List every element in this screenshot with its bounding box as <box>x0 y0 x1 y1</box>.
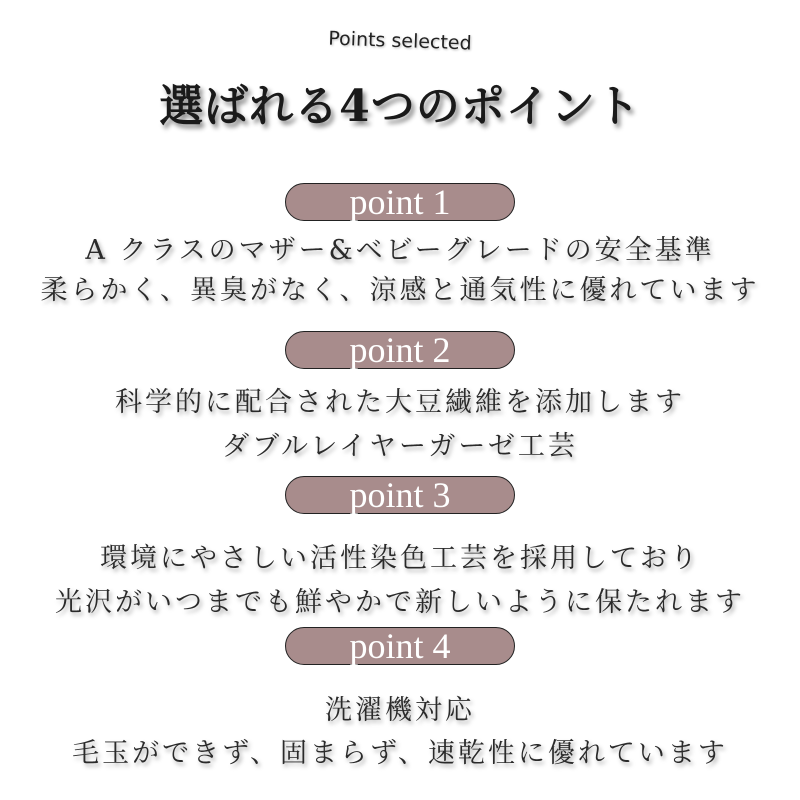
point-3-line-2: 光沢がいつまでも鮮やかで新しいように保たれます <box>55 587 745 618</box>
point-2-line-2: ダブルレイヤーガーゼ工芸 <box>222 431 578 462</box>
subtitle: Points selected <box>327 27 472 55</box>
point-4-line-2: 毛玉ができず、固まらず、速乾性に優れています <box>72 738 728 769</box>
point-4-badge: point 4 <box>285 627 515 665</box>
page-title: 選ばれる4つのポイント <box>159 81 641 132</box>
point-3-badge: point 3 <box>285 476 515 514</box>
point-1-badge: point 1 <box>285 183 515 221</box>
point-3-line-1: 環境にやさしい活性染色工芸を採用しており <box>100 543 700 574</box>
point-2-line-1: 科学的に配合された大豆繊維を添加します <box>115 387 685 418</box>
point-2-badge: point 2 <box>285 331 515 369</box>
point-4-line-1: 洗濯機対応 <box>325 695 475 726</box>
point-1-line-2: 柔らかく、異臭がなく、涼感と通気性に優れています <box>40 275 760 306</box>
point-1-line-1: A クラスのマザー&ベビーグレードの安全基準 <box>85 235 715 266</box>
